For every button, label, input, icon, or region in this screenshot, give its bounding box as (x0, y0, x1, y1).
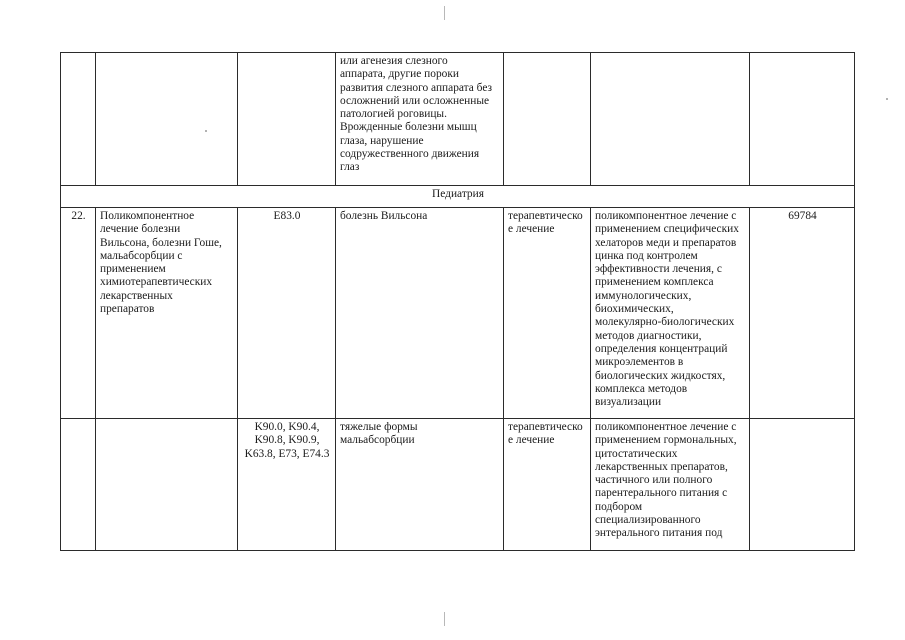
method-line: применением комплекса (595, 276, 714, 289)
cell-treatment-type (504, 208, 591, 419)
name-line: лечение болезни (100, 223, 181, 236)
method-line: поликомпонентное лечение с (595, 421, 737, 433)
name-line: применением (100, 263, 166, 276)
method-line: применением гормональных, (595, 434, 737, 447)
cell-price: 69784 (750, 208, 855, 419)
name-line: лекарственных (100, 289, 173, 302)
table-row-continued (61, 53, 855, 186)
condition-line: развития слезного аппарата без (340, 81, 493, 94)
cell-condition: болезнь Вильсона (336, 208, 504, 419)
name-line: препаратов (100, 303, 155, 316)
table-row-22 (61, 208, 855, 419)
method-line: специализированного (595, 514, 701, 527)
condition-line: тяжелые формы (340, 421, 418, 433)
name-line: Вильсона, болезни Гоше, (100, 236, 222, 249)
scan-speck (886, 98, 888, 100)
cell-condition (336, 53, 504, 186)
method-line: поликомпонентное лечение с (595, 210, 737, 222)
condition-line: аппарата, другие пороки (340, 68, 459, 81)
fold-mark-top (444, 6, 445, 20)
condition-line: глаз (340, 161, 360, 174)
treatment-type-line: терапевтическо (508, 210, 583, 222)
cell-price (750, 53, 855, 186)
fold-mark-bottom (444, 612, 445, 626)
method-line: частичного или полного (595, 474, 713, 487)
cell-code (238, 53, 336, 186)
cell-number (61, 53, 96, 186)
cell-code: E83.0 (238, 208, 336, 419)
cell-name (96, 208, 238, 419)
method-line: методов диагностики, (595, 329, 702, 342)
cell-price (750, 419, 855, 551)
condition-line: осложнений или осложненные (340, 94, 490, 107)
method-line: парентерального питания с (595, 487, 728, 500)
method-line: цитостатических (595, 447, 678, 460)
code-line: K63.8, E73, E74.3 (244, 447, 330, 460)
cell-method (591, 53, 750, 186)
cell-number: 22. (61, 208, 96, 419)
cell-method (591, 419, 750, 551)
method-line: энтерального питания под (595, 527, 723, 540)
cell-name (96, 419, 238, 551)
method-line: биохимических, (595, 303, 674, 316)
condition-line: патологией роговицы. (340, 108, 447, 121)
cell-treatment-type (504, 53, 591, 186)
method-line: цинка под контролем (595, 249, 698, 262)
condition-line: содружественного движения (340, 148, 480, 161)
condition-line: мальабсорбции (340, 434, 415, 447)
treatment-type-line: терапевтическо (508, 421, 583, 433)
method-line: микроэлементов в (595, 356, 684, 369)
condition-line: или агенезия слезного (340, 55, 448, 67)
section-header-row (61, 186, 855, 208)
cell-name (96, 53, 238, 186)
treatment-type-line: е лечение (508, 223, 555, 236)
method-line: подбором (595, 500, 643, 513)
method-line: иммунологических, (595, 289, 692, 302)
name-line: Поликомпонентное (100, 210, 195, 222)
method-line: хелаторов меди и препаратов (595, 236, 737, 249)
method-line: определения концентраций (595, 342, 728, 355)
cell-number (61, 419, 96, 551)
section-title: Педиатрия (61, 186, 855, 208)
name-line: мальабсорбции с (100, 249, 183, 262)
medical-services-table (60, 52, 855, 551)
code-line: K90.8, K90.9, (254, 434, 320, 447)
method-line: лекарственных препаратов, (595, 460, 728, 473)
method-line: эффективности лечения, с (595, 263, 722, 276)
condition-line: Врожденные болезни мышц (340, 121, 477, 134)
cell-condition (336, 419, 504, 551)
condition-line: глаза, нарушение (340, 134, 424, 147)
method-line: применением специфических (595, 223, 739, 236)
treatment-type-line: е лечение (508, 434, 555, 447)
method-line: биологических жидкостях, (595, 369, 726, 382)
cell-code (238, 419, 336, 551)
method-line: комплекса методов (595, 382, 688, 395)
code-line: K90.0, K90.4, (254, 421, 320, 433)
method-line: молекулярно-биологических (595, 316, 735, 329)
name-line: химиотерапевтических (100, 276, 213, 289)
method-line: визуализации (595, 396, 662, 409)
cell-treatment-type (504, 419, 591, 551)
table-row-next (61, 419, 855, 551)
cell-method (591, 208, 750, 419)
